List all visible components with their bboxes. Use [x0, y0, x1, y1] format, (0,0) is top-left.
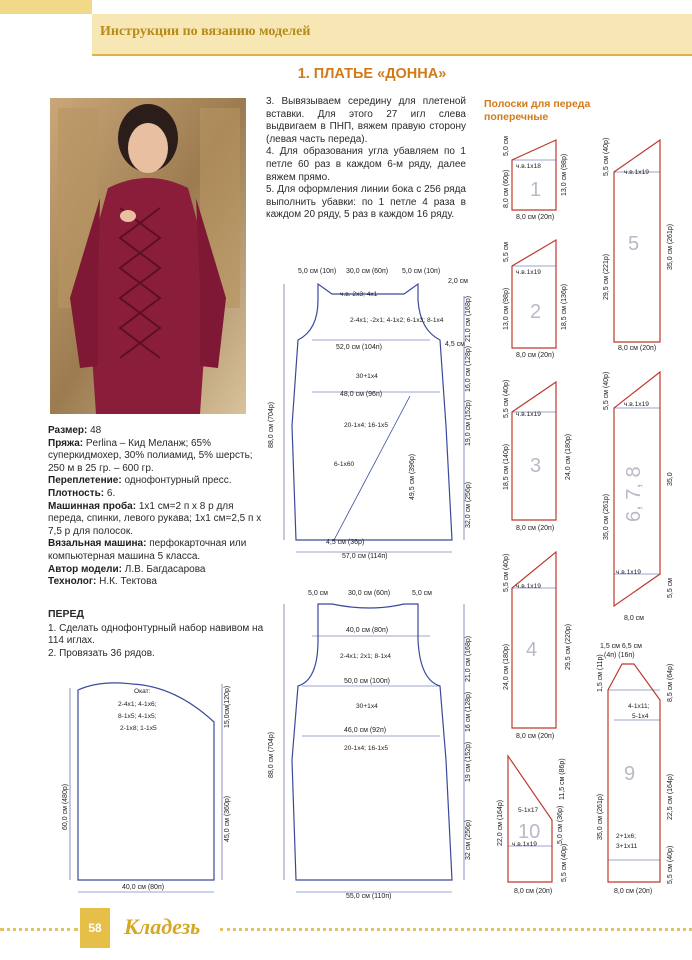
- strip9-top2: (4п) (16п): [604, 652, 635, 659]
- step-5: 5. Для оформления линии бока с 256 ряда выполнить убавки: по 1 петле 4 раза в каждом 20 ряду, 5 раз в каждом 16 ряду.: [266, 184, 466, 221]
- spec-yarn: Пряжа: Perlina – Кид Меланж; 65% суперкидмохер, 30% полиамид, 5% шерсть; 250 м в 25 гр. – 600 гр.: [48, 437, 253, 474]
- back-bust: 50,0 см (100п): [344, 678, 390, 685]
- strip9-br: 5,5 см (40р): [667, 845, 674, 884]
- front-d2: 20-1х4; 16-1х5: [344, 422, 388, 429]
- strip3-bottom: 8,0 см (20п): [516, 525, 555, 532]
- strip10-note1: 5-1х17: [518, 807, 539, 814]
- back-d2: 20-1х4; 16-1х5: [344, 745, 388, 752]
- strip1-num: 1: [530, 179, 542, 201]
- footer-rule: [220, 928, 692, 931]
- front-bust-r: 4,5 см: [445, 341, 465, 348]
- strip10-note2: ч.в.1х19: [512, 841, 537, 848]
- front-bust: 52,0 см (104п): [336, 344, 382, 351]
- strip4-top: 5,5 см (40р): [503, 553, 510, 592]
- front-step-1: 1. Сделать однофонтурный набор навивом на 114 иглах.: [48, 622, 264, 647]
- back-waist-h: 19 см (152р): [465, 741, 472, 782]
- front-pattern: [284, 284, 464, 552]
- strip2-top: 5,5 см: [503, 242, 510, 262]
- front-waist-h: 19,0 см (152р): [465, 399, 472, 446]
- spec-gauge: Машинная проба: 1х1 см=2 п х 8 р для переда, спинки, левого рукава; 1х1 см=2,5 п х 7,5 р для полосок.: [48, 500, 262, 537]
- strip4-right: 29,5 см (220р): [565, 623, 572, 670]
- sleeve-okat-1: 2-4х1; 4-1х6;: [118, 701, 157, 708]
- strip9-note1: 4-1х11;: [628, 703, 650, 710]
- strip5-note: ч.в.1х19: [624, 169, 649, 176]
- front-armhole: 2-4х1; -2х1; 4-1х2; 6-1х3; 8-1х4: [350, 317, 444, 324]
- strip678-top: 5,5 см (40р): [603, 371, 610, 410]
- spec-tech: Технолог: Н.К. Тектова: [48, 576, 157, 588]
- strip9-bottom: 8,0 см (20п): [614, 888, 653, 895]
- sleeve-okat-3: 2-1х8; 1-1х5: [120, 725, 157, 732]
- strip1-right: 13,0 см (98р): [561, 153, 568, 196]
- strip10-br1: 5,0 см (36р): [557, 805, 564, 844]
- strip5-top: 5,5 см (40р): [603, 137, 610, 176]
- strip-3: [512, 382, 556, 520]
- strip10-bottom: 8,0 см (20п): [514, 888, 553, 895]
- spec-density: Плотность: 6.: [48, 487, 116, 499]
- strip4-num: 4: [526, 639, 538, 661]
- strip2-left: 13,0 см (98р): [503, 287, 510, 330]
- spec-size: Размер: 48: [48, 425, 102, 436]
- strip3-right: 24,0 см (180р): [565, 433, 572, 480]
- strip10-br2: 5,5 см (40р): [561, 843, 568, 882]
- front-step-2: 2. Провязать 36 рядов.: [48, 647, 155, 659]
- step-4: 4. Для образования угла убавляем по 1 петле 60 раз в каждом 6-м ряду, далее вяжем прямо.: [266, 146, 466, 183]
- page-footer: [0, 908, 692, 960]
- strip4-note: ч.в.1х19: [516, 583, 541, 590]
- strip1-left: 8,0 см (60р): [503, 169, 510, 208]
- strip3-note: ч.в.1х19: [516, 411, 541, 418]
- strip-2: [512, 240, 556, 348]
- strip-10: [508, 756, 552, 882]
- strip678-note: ч.в.1х19: [624, 401, 649, 408]
- strip9-top1: 1,5 см 6,5 см: [600, 643, 642, 650]
- back-top-c: 30,0 см (60п): [348, 590, 391, 597]
- front-notch: 4,5 см (36р): [326, 539, 365, 546]
- back-top-r: 5,0 см: [412, 590, 432, 597]
- strip10-right: 11,5 см (86р): [559, 758, 566, 800]
- strip4-left: 24,0 см (180р): [503, 643, 510, 690]
- magazine-logo: Кладезь: [124, 914, 201, 939]
- strip4-bottom: 8,0 см (20п): [516, 733, 555, 740]
- strip9-right: 22,5 см (164р): [667, 773, 674, 820]
- strip678-num: 6, 7, 8: [623, 466, 645, 522]
- strip10-left: 22,0 см (164р): [497, 799, 504, 846]
- front-heading: ПЕРЕД: [48, 608, 85, 620]
- strip678-left: 35,0 см (261р): [603, 493, 610, 540]
- strip678-br: 5,5 см: [667, 578, 674, 598]
- sleeve-okat-label: Окат:: [134, 688, 151, 695]
- front-cb: ч.в. 2х3; 4х1: [340, 291, 378, 298]
- footer-left-rule: [0, 928, 78, 931]
- strip3-top: 5,5 см (40р): [503, 379, 510, 418]
- back-d1: 30+1х4: [356, 703, 378, 710]
- front-diag: 6-1х60: [334, 461, 355, 468]
- strip678-note2: ч.в.1х19: [616, 569, 641, 576]
- strip9-tr: 8,5 см (64р): [667, 663, 674, 702]
- front-top-r: 5,0 см (10п): [402, 268, 441, 275]
- front-mid-h: 49,5 см (396р): [409, 453, 416, 500]
- strips-title: Полоски для переда поперечные: [484, 98, 591, 123]
- front-bottom: 57,0 см (114п): [342, 553, 388, 560]
- front-d1-h: 16,0 см (128р): [465, 345, 472, 392]
- strip10-num: 10: [518, 821, 541, 843]
- sleeve-length: 60,0 см (480р): [62, 783, 69, 830]
- strip5-num: 5: [628, 233, 640, 255]
- page-title: 1. ПЛАТЬЕ «ДОННА»: [297, 66, 447, 82]
- strip2-note: ч.в.1х19: [516, 269, 541, 276]
- front-top-l: 5,0 см (10п): [298, 268, 337, 275]
- strip9-note2: 5-1х4: [632, 713, 649, 720]
- front-arm-h: 21,0 см (168р): [465, 295, 472, 342]
- sleeve-width: 40,0 см (80п): [122, 884, 165, 891]
- strip2-bottom: 8,0 см (20п): [516, 352, 555, 359]
- strip3-left: 18,5 см (140р): [503, 443, 510, 490]
- strip9-note4: 3+1х11: [616, 843, 638, 850]
- back-arm: 2-4х1; 2х1; 8-1х4: [340, 653, 391, 660]
- strip678-right: 35,0: [667, 472, 674, 486]
- front-d1: 30+1х4: [356, 373, 378, 380]
- strip2-num: 2: [530, 301, 542, 323]
- sleeve-cap: 15,0см(120р): [224, 685, 231, 728]
- strip5-left: 29,5 см (221р): [603, 253, 610, 300]
- strip9-tl: 1,5 см (11р): [597, 654, 604, 692]
- back-bot-h: 32 см (256р): [465, 819, 472, 860]
- strip5-bottom: 8,0 см (20п): [618, 345, 657, 352]
- strip9-left: 35,0 см (261р): [597, 793, 604, 840]
- page-number: 58: [80, 908, 110, 948]
- back-chest: 40,0 см (80п): [346, 627, 389, 634]
- back-d1-h: 16 см (128р): [465, 691, 472, 732]
- back-top-l: 5,0 см: [308, 590, 328, 597]
- front-total-h: 88,0 см (704р): [268, 401, 275, 448]
- strip678-bottom: 8,0 см: [624, 615, 644, 622]
- front-bot-h: 32,0 см (256р): [465, 481, 472, 528]
- strip1-bottom: 8,0 см (20п): [516, 214, 555, 221]
- spec-machine: Вязальная машина: перфокарточная или компьютерная машина 5 класса.: [48, 538, 247, 562]
- strip3-num: 3: [530, 455, 542, 477]
- sleeve-body: 45,0 см (360р): [224, 795, 231, 842]
- strip9-num: 9: [624, 763, 636, 785]
- strip1-note: ч.в.1х18: [516, 163, 541, 170]
- strip1-top: 5,0 см: [503, 136, 510, 156]
- front-neck-h: 2,0 см: [448, 278, 468, 285]
- sleeve-okat-2: 8-1х5; 4-1х5;: [118, 713, 157, 720]
- strip5-right: 35,0 см (261р): [667, 223, 674, 270]
- spec-author: Автор модели: Л.В. Багдасарова: [48, 563, 206, 575]
- section-label: Инструкции по вязанию моделей: [100, 24, 311, 39]
- back-total-h: 88,0 см (704р): [268, 731, 275, 778]
- back-waist: 46,0 см (92п): [344, 727, 387, 734]
- strip9-note3: 2+1х6;: [616, 833, 636, 840]
- back-arm-h: 21,0 см (168р): [465, 635, 472, 682]
- strip2-right: 18,5 см (136р): [561, 283, 568, 330]
- step-3: 3. Вывязываем середину для плетеной вставки. Для этого 27 игл слева выдвигаем в ПНП, вяжем правую сторону (левая часть переда).: [266, 96, 466, 145]
- spec-weave: Переплетение: однофонтурный пресс.: [48, 475, 232, 487]
- front-top-c: 30,0 см (60п): [346, 268, 389, 275]
- back-bottom: 55,0 см (110п): [346, 893, 392, 900]
- front-waist: 48,0 см (96п): [340, 391, 383, 398]
